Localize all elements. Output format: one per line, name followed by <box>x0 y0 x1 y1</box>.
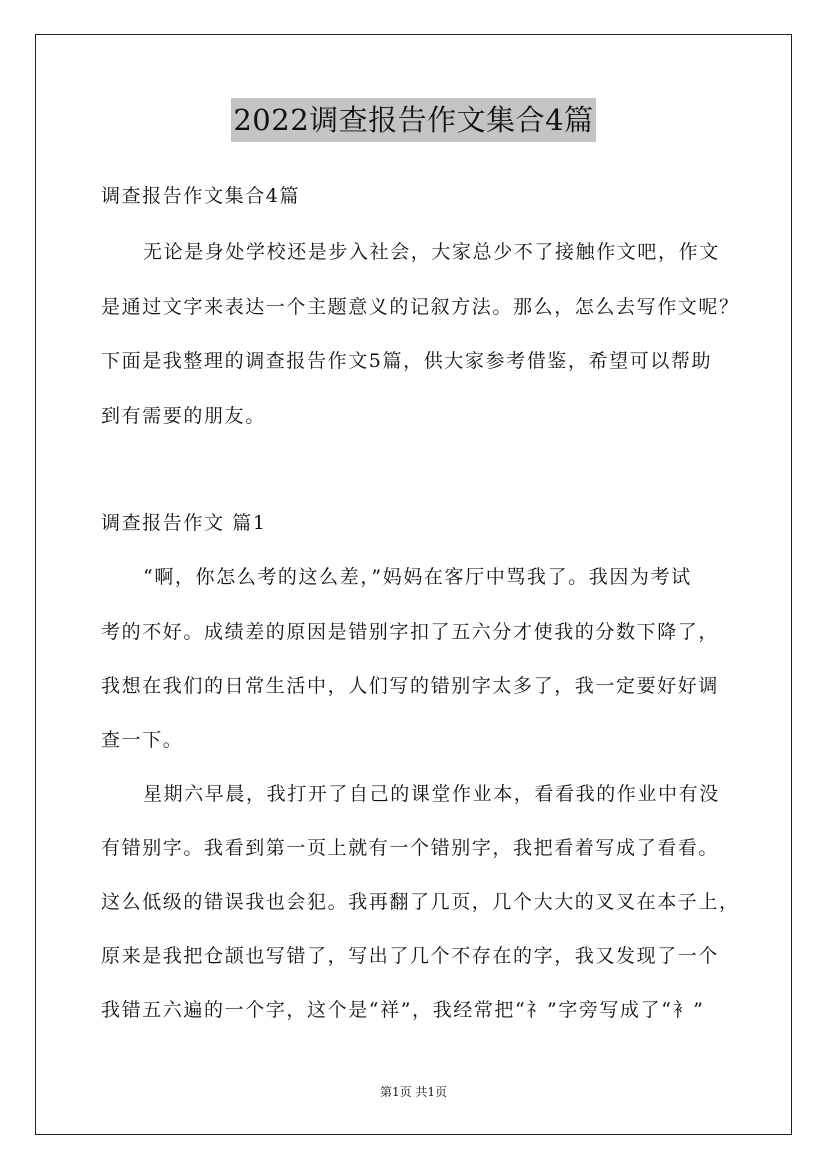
paragraph-line: 有错别字。我看到第一页上就有一个错别字，我把看着写成了看看。 <box>101 837 720 859</box>
intro-line: 无论是身处学校还是步入社会，大家总少不了接触作文吧，作文 <box>143 241 720 263</box>
paragraph-line: 我错五六遍的一个字，这个是“祥”，我经常把“礻”字旁写成了“衤” <box>101 999 705 1021</box>
paragraph-line: 考的不好。成绩差的原因是错别字扣了五六分才使我的分数下降了， <box>101 621 720 643</box>
intro-line: 是通过文字来表达一个主题意义的记叙方法。那么，怎么去写作文呢？ <box>101 296 740 318</box>
paragraph-line: 原来是我把仓颉也写错了，写出了几个不存在的字，我又发现了一个 <box>101 945 720 967</box>
page-footer: 第1页 共1页 <box>379 1085 448 1099</box>
paragraph-line: 这么低级的错误我也会犯。我再翻了几页，几个大大的叉叉在本子上， <box>101 891 740 913</box>
document-title: 2022调查报告作文集合4篇 <box>231 98 595 142</box>
paragraph-line: 星期六早晨，我打开了自己的课堂作业本，看看我的作业中有没 <box>143 783 720 805</box>
document-subtitle: 调查报告作文集合4篇 <box>101 185 301 207</box>
intro-line: 到有需要的朋友。 <box>101 405 266 427</box>
section-heading: 调查报告作文 篇1 <box>101 512 267 534</box>
title-container <box>0 98 827 142</box>
paragraph-line: 我想在我们的日常生活中，人们写的错别字太多了，我一定要好好调 <box>101 675 720 697</box>
intro-line: 下面是我整理的调查报告作文5篇，供大家参考借鉴，希望可以帮助 <box>101 350 713 372</box>
paragraph-line: 查一下。 <box>101 729 184 751</box>
paragraph-line: “啊，你怎么考的这么差，”妈妈在客厅中骂我了。我因为考试 <box>143 566 692 588</box>
